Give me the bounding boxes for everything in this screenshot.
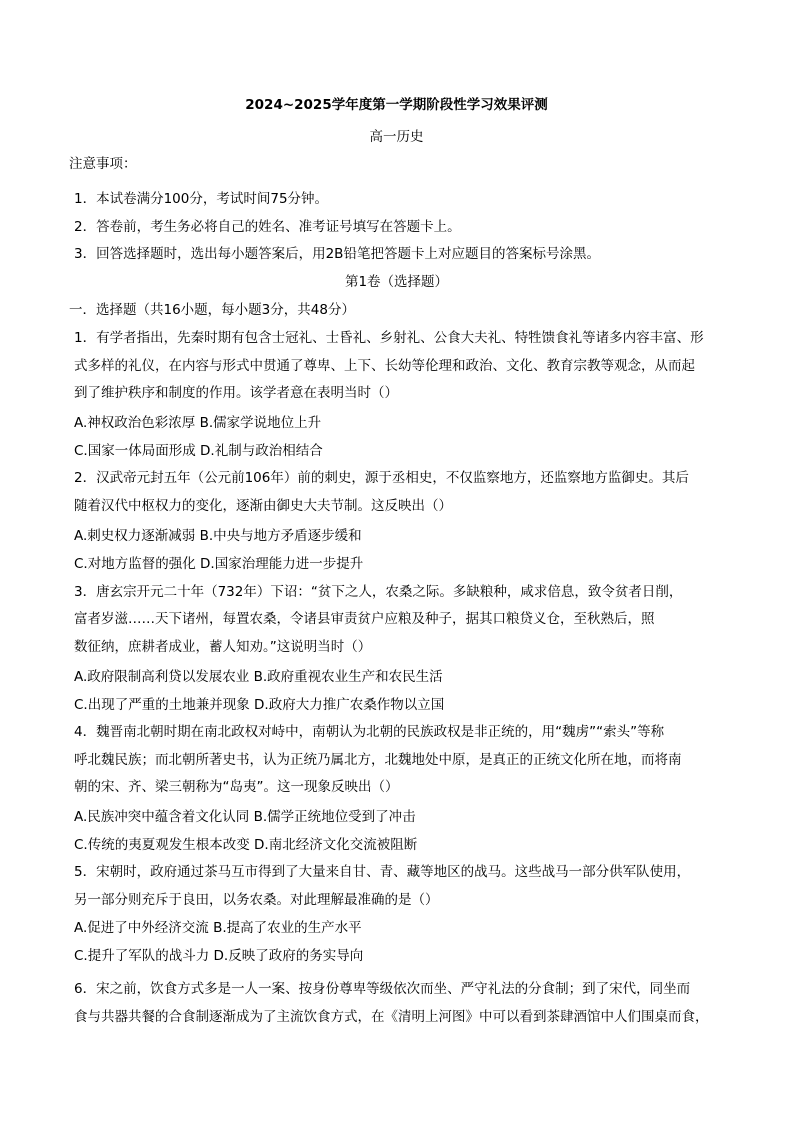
notice-item: 3．回答选择题时，选出每小题答案后，用2B铅笔把答题卡上对应题目的答案标号涂黑。: [74, 246, 600, 262]
notice-item: 2．答卷前，考生务必将自己的姓名、准考证号填写在答题卡上。: [74, 219, 461, 235]
question-text: 朝的宋、齐、梁三朝称为“岛夷”。这一现象反映出（）: [74, 779, 399, 795]
question-text: 4．魏晋南北朝时期在南北政权对峙中，南朝认为北朝的民族政权是非正统的，用“魏虏”“索头”等称: [74, 724, 665, 740]
volume-title: 第1卷（选择题）: [344, 274, 449, 290]
question-text: 数征纳，庶耕者成业，蓄人知劝。”这说明当时（）: [74, 639, 372, 655]
question-options: C.传统的夷夏观发生根本改变 D.南北经济文化交流被阻断: [74, 837, 418, 853]
question-options: A.促进了中外经济交流 B.提高了农业的生产水平: [74, 920, 362, 936]
question-text: 6．宋之前，饮食方式多是一人一案、按身份尊卑等级依次而坐、严守礼法的分食制；到了宋代，同坐而: [74, 981, 691, 997]
question-text: 5．宋朝时，政府通过茶马互市得到了大量来自甘、青、藏等地区的战马。这些战马一部分供军队使用，: [74, 864, 691, 880]
question-options: C.出现了严重的土地兼并现象 D.政府大力推广农桑作物以立国: [74, 697, 445, 713]
question-options: A.民族冲突中蕴含着文化认同 B.儒学正统地位受到了冲击: [74, 809, 416, 825]
question-options: A.刺史权力逐渐减弱 B.中央与地方矛盾逐步缓和: [74, 528, 362, 544]
notice-item: 1．本试卷满分100分，考试时间75分钟。: [74, 191, 329, 207]
question-text: 富者岁滋……天下诸州，每置农桑，令诸县审责贫户应粮及种子，据其口粮贷义仓，至秋熟后，照: [74, 611, 655, 627]
question-options: A.神权政治色彩浓厚 B.儒家学说地位上升: [74, 415, 322, 431]
question-text: 3．唐玄宗开元二十年（732年）下诏：“贫下之人，农桑之际。多缺粮种，咸求倍息，致令贫者日削，: [74, 584, 683, 600]
exam-title: 2024~2025学年度第一学期阶段性学习效果评测: [245, 97, 548, 113]
question-text: 食与共器共餐的合食制逐渐成为了主流饮食方式，在《清明上河图》中可以看到茶肆酒馆中人们围桌而食，: [74, 1009, 709, 1025]
part-title: 一．选择题（共16小题，每小题3分，共48分）: [69, 302, 355, 318]
question-text: 2．汉武帝元封五年（公元前106年）前的刺史，源于丞相史，不仅监察地方，还监察地方监御史。其后: [74, 470, 689, 486]
exam-subject: 高一历史: [369, 129, 424, 145]
question-text: 呼北魏民族；而北朝所著史书，认为正统乃属北方，北魏地处中原，是真正的正统文化所在地，而将南: [74, 752, 682, 768]
question-options: A.政府限制高利贷以发展农业 B.政府重视农业生产和农民生活: [74, 669, 443, 685]
question-options: C.对地方监督的强化 D.国家治理能力进一步提升: [74, 556, 364, 572]
question-options: C.国家一体局面形成 D.礼制与政治相结合: [74, 443, 323, 459]
question-text: 式多样的礼仪，在内容与形式中贯通了尊卑、上下、长幼等伦理和政治、文化、教育宗教等观念，从而起: [74, 358, 695, 374]
question-text: 到了维护秩序和制度的作用。该学者意在表明当时（）: [74, 385, 398, 401]
question-options: C.提升了军队的战斗力 D.反映了政府的务实导向: [74, 948, 364, 964]
question-text: 另一部分则充斥于良田，以务农桑。对此理解最准确的是（）: [74, 892, 439, 908]
question-text: 1．有学者指出，先秦时期有包含士冠礼、士昏礼、乡射礼、公食大夫礼、特牲馈食礼等诸多内容丰富、形: [74, 330, 704, 346]
notice-heading: 注意事项：: [69, 156, 137, 172]
question-text: 随着汉代中枢权力的变化，逐渐由御史大夫节制。这反映出（）: [74, 498, 452, 514]
